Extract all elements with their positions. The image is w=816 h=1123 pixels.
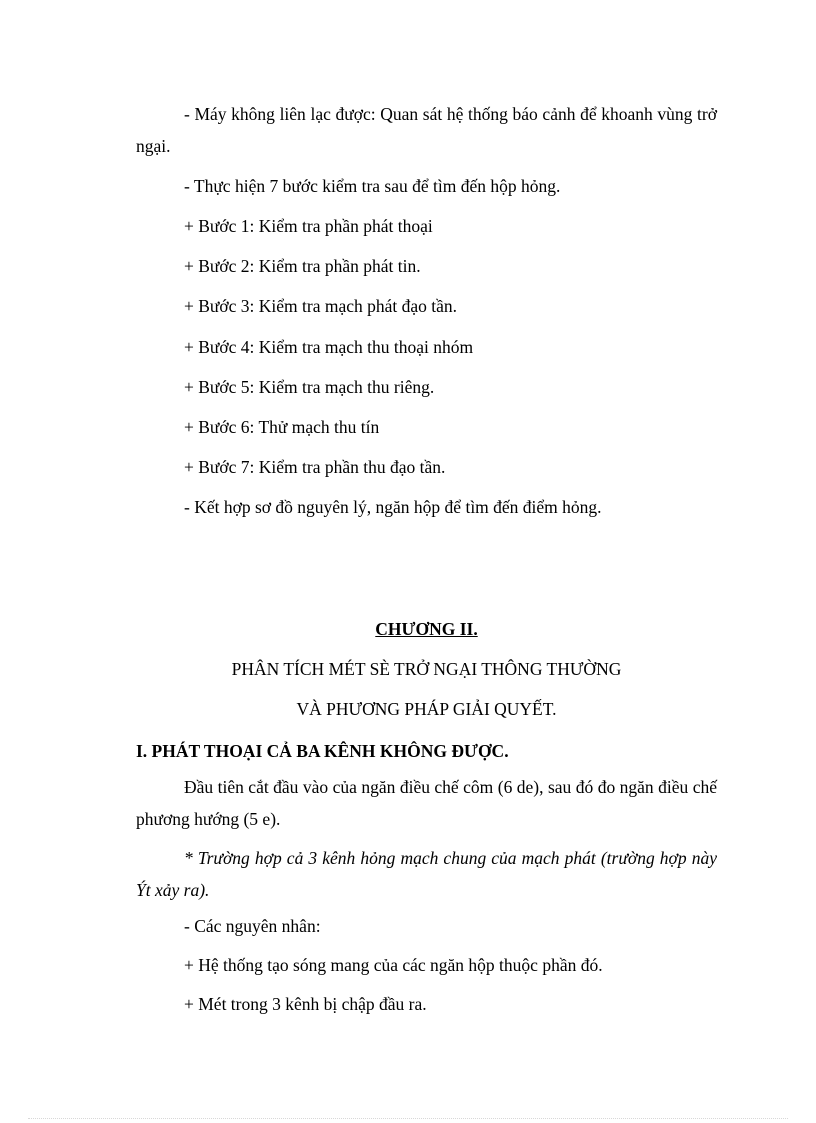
step-7: + Bước 7: Kiểm tra phần thu đạo tần. (184, 457, 446, 477)
page-bottom-divider (28, 1118, 788, 1119)
chapter-title-line-2: VÀ PHƯƠNG PHÁP GIẢI QUYẾT. (296, 699, 557, 719)
step-5: + Bước 5: Kiểm tra mạch thu riêng. (184, 377, 435, 397)
cause-2: + Mét trong 3 kênh bị chập đầu ra. (184, 994, 427, 1014)
cause-1: + Hệ thống tạo sóng mang của các ngăn hộp thuộc phần đó. (184, 955, 603, 975)
section-heading: I. PHÁT THOẠI CẢ BA KÊNH KHÔNG ĐƯỢC. (136, 741, 509, 761)
step-4: + Bước 4: Kiểm tra mạch thu thoại nhóm (184, 337, 474, 357)
paragraph-no-contact: - Máy không liên lạc được: Quan sát hệ thống báo cảnh để khoanh vùng trở ngại. (136, 104, 717, 156)
causes-label: - Các nguyên nhân: (184, 916, 321, 936)
step-2: + Bước 2: Kiểm tra phần phát tin. (184, 256, 421, 276)
step-3: + Bước 3: Kiểm tra mạch phát đạo tần. (184, 296, 458, 316)
paragraph-seven-steps: - Thực hiện 7 bước kiểm tra sau để tìm đến hộp hỏng. (184, 176, 561, 196)
paragraph-case-note: * Trường hợp cả 3 kênh hỏng mạch chung của mạch phát (trường hợp này Ýt xảy ra). (136, 848, 717, 900)
chapter-title-line-1: PHÂN TÍCH MÉT SÈ TRỞ NGẠI THÔNG THƯỜNG (231, 659, 622, 679)
step-1: + Bước 1: Kiểm tra phần phát thoại (184, 216, 433, 236)
paragraph-combine-diagram: - Kết hợp sơ đồ nguyên lý, ngăn hộp để tìm đến điểm hỏng. (184, 497, 602, 517)
paragraph-first-step: Đầu tiên cắt đầu vào của ngăn điều chế côm (6 de), sau đó đo ngăn điều chế phương hướng (5 e). (136, 777, 717, 829)
chapter-label: CHƯƠNG II. (375, 619, 478, 639)
step-6: + Bước 6: Thử mạch thu tín (184, 417, 380, 437)
